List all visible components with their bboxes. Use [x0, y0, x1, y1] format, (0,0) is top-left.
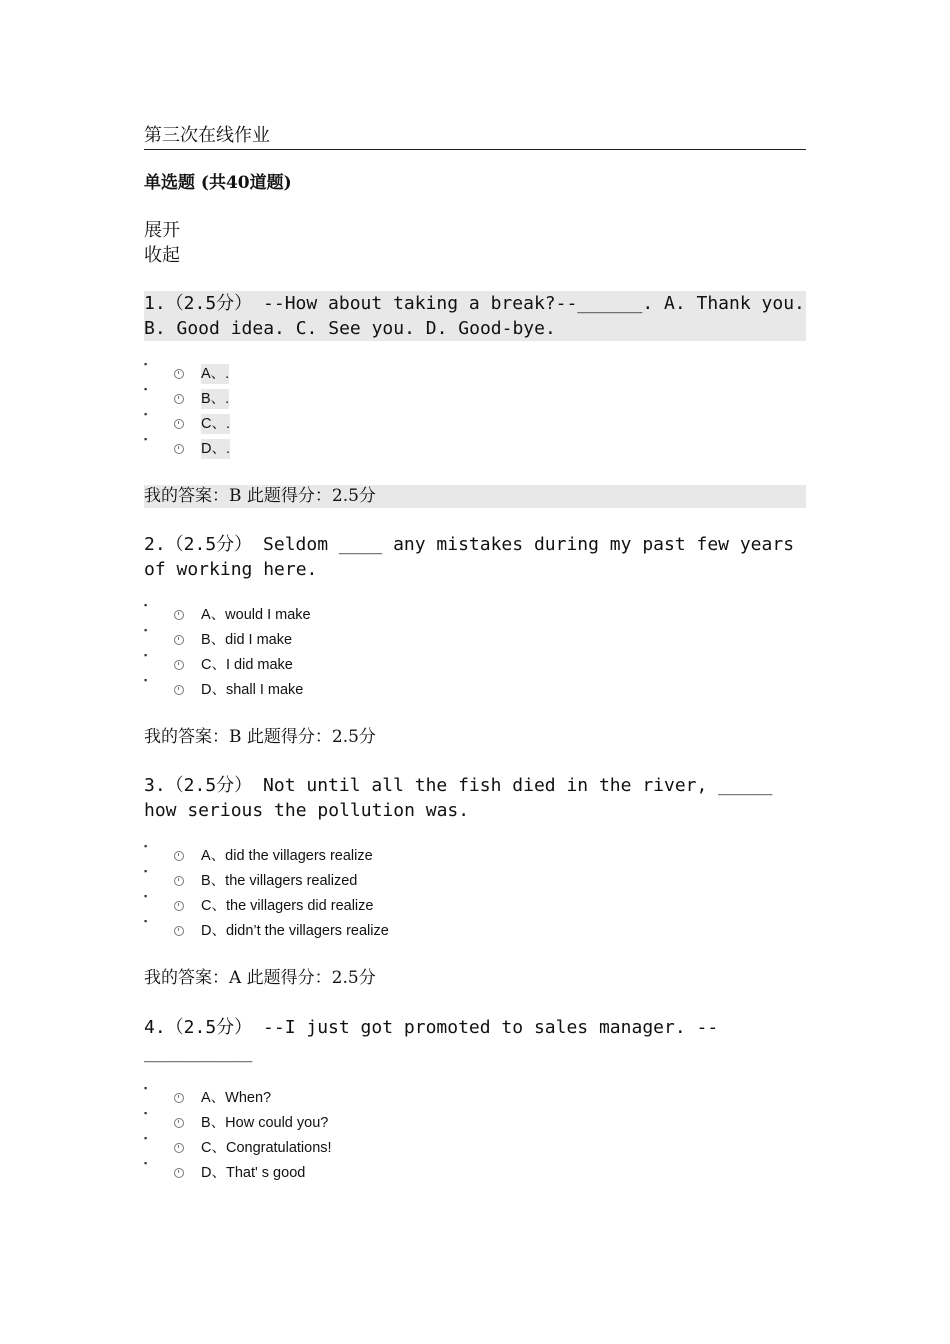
- option-label: A、When?: [201, 1090, 272, 1106]
- question-3-answer: 我的答案：A 此题得分：2.5分: [144, 968, 376, 988]
- option-label: D、That' s good: [201, 1165, 306, 1181]
- option-label: A、would I make: [201, 607, 311, 623]
- bullet-mark: ▪: [144, 434, 148, 444]
- option-d[interactable]: [144, 1158, 806, 1188]
- page-title: 第三次在线作业: [144, 124, 806, 150]
- option-label: D、shall I make: [201, 682, 304, 698]
- radio-icon[interactable]: [174, 660, 184, 670]
- radio-icon[interactable]: [174, 1118, 184, 1128]
- option-b[interactable]: [144, 866, 806, 896]
- option-label: B、did I make: [201, 632, 293, 648]
- bullet-mark: ▪: [144, 359, 148, 369]
- bullet-mark: ▪: [144, 625, 148, 635]
- radio-icon[interactable]: [174, 444, 184, 454]
- option-c[interactable]: [144, 409, 806, 439]
- option-label: A、.: [201, 366, 230, 382]
- radio-icon[interactable]: [174, 1168, 184, 1178]
- radio-icon[interactable]: [174, 876, 184, 886]
- option-c[interactable]: [144, 1133, 806, 1163]
- option-a[interactable]: [144, 1083, 806, 1113]
- question-4-options: [144, 1083, 806, 1188]
- option-label: B、.: [201, 391, 230, 407]
- bullet-mark: ▪: [144, 1108, 148, 1118]
- bullet-mark: ▪: [144, 866, 148, 876]
- option-c[interactable]: [144, 891, 806, 921]
- collapse-link[interactable]: 收起: [144, 245, 180, 266]
- bullet-mark: ▪: [144, 600, 148, 610]
- section-title: 单选题 (共40道题): [144, 173, 292, 193]
- radio-icon[interactable]: [174, 851, 184, 861]
- expand-link[interactable]: 展开: [144, 220, 180, 241]
- option-b[interactable]: [144, 1108, 806, 1138]
- bullet-mark: ▪: [144, 384, 148, 394]
- option-a[interactable]: [144, 359, 806, 389]
- question-4-text: 4.（2.5分） --I just got promoted to sales manager. --__________: [144, 1017, 719, 1063]
- question-1-options: [144, 359, 806, 464]
- bullet-mark: ▪: [144, 1083, 148, 1093]
- bullet-mark: ▪: [144, 1158, 148, 1168]
- question-3-text: 3.（2.5分） Not until all the fish died in the river, _____ how serious the pollution was.: [144, 775, 784, 821]
- question-2-answer: 我的答案：B 此题得分：2.5分: [144, 727, 376, 747]
- option-c[interactable]: [144, 650, 806, 680]
- radio-icon[interactable]: [174, 1093, 184, 1103]
- question-1-answer: 我的答案：B 此题得分：2.5分: [144, 485, 806, 508]
- option-b[interactable]: [144, 384, 806, 414]
- radio-icon[interactable]: [174, 394, 184, 404]
- option-d[interactable]: [144, 916, 806, 946]
- option-label: B、the villagers realized: [201, 873, 358, 889]
- question-2-text: 2.（2.5分） Seldom ____ any mistakes during my past few years of working here.: [144, 534, 805, 580]
- bullet-mark: ▪: [144, 916, 148, 926]
- radio-icon[interactable]: [174, 610, 184, 620]
- option-label: D、didn’t the villagers realize: [201, 923, 389, 939]
- radio-icon[interactable]: [174, 635, 184, 645]
- option-label: C、.: [201, 416, 230, 432]
- bullet-mark: ▪: [144, 650, 148, 660]
- question-3-options: [144, 841, 806, 946]
- question-2-options: [144, 600, 806, 705]
- option-d[interactable]: [144, 434, 806, 464]
- bullet-mark: ▪: [144, 841, 148, 851]
- radio-icon[interactable]: [174, 685, 184, 695]
- bullet-mark: ▪: [144, 409, 148, 419]
- option-a[interactable]: [144, 600, 806, 630]
- bullet-mark: ▪: [144, 891, 148, 901]
- radio-icon[interactable]: [174, 1143, 184, 1153]
- radio-icon[interactable]: [174, 926, 184, 936]
- bullet-mark: ▪: [144, 1133, 148, 1143]
- option-a[interactable]: [144, 841, 806, 871]
- radio-icon[interactable]: [174, 901, 184, 911]
- option-label: B、How could you?: [201, 1115, 329, 1131]
- option-label: C、I did make: [201, 657, 293, 673]
- option-d[interactable]: [144, 675, 806, 705]
- radio-icon[interactable]: [174, 369, 184, 379]
- option-b[interactable]: [144, 625, 806, 655]
- option-label: C、Congratulations!: [201, 1140, 332, 1156]
- bullet-mark: ▪: [144, 675, 148, 685]
- option-label: A、did the villagers realize: [201, 848, 373, 864]
- radio-icon[interactable]: [174, 419, 184, 429]
- option-label: D、.: [201, 441, 230, 457]
- question-1-text: 1.（2.5分） --How about taking a break?--______. A. Thank you. B. Good idea. C. See you. D. Good-bye.: [144, 293, 816, 339]
- option-label: C、the villagers did realize: [201, 898, 374, 914]
